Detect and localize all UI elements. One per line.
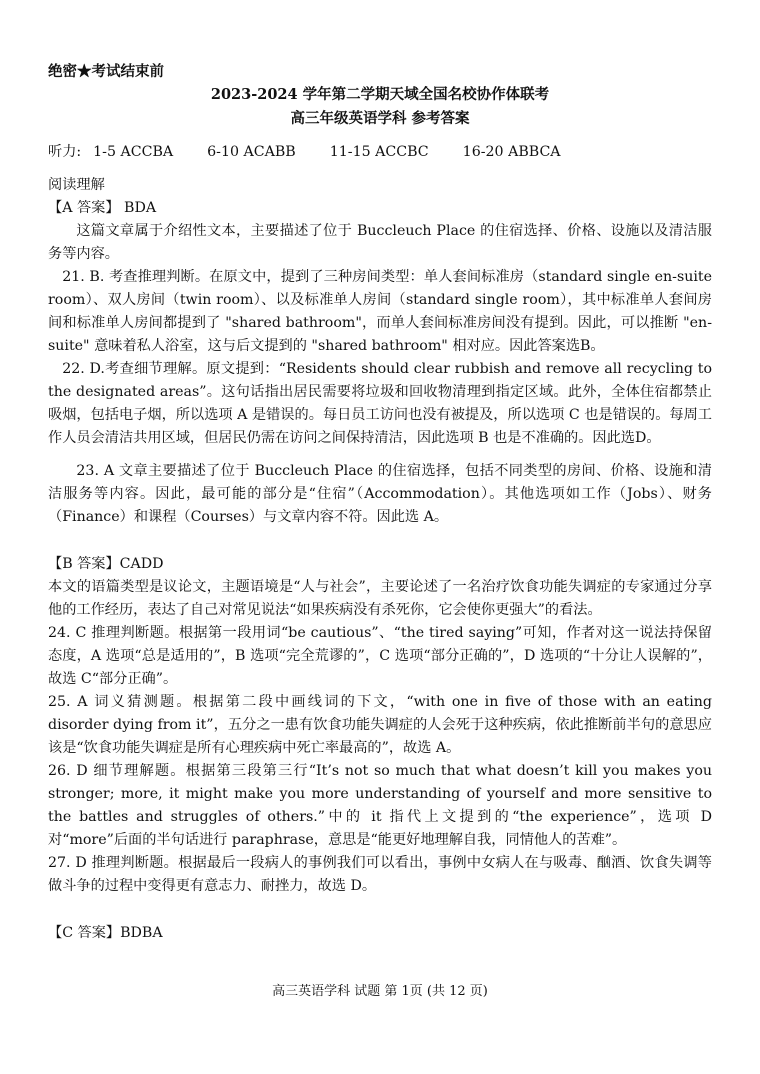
section-a-answer: 【A 答案】 BDA (48, 200, 157, 216)
section-a-summary: 这篇文章属于介绍性文本，主要描述了位于 Buccleuch Place 的住宿选择、价格、设施以及清洁服务等内容。 (48, 223, 712, 262)
confidential-label: 绝密★考试结束前 (48, 63, 164, 80)
listening-label: 听力: (48, 144, 82, 160)
question-27-explanation: 27. D 推理判断题。根据最后一段病人的事例我们可以看出，事例中女病人在与吸毒、酗酒、饮食失调等做斗争的过程中变得更有意志力、耐挫力，故选 D。 (48, 855, 712, 894)
listening-group-2: 6-10 ACABB (207, 144, 296, 160)
section-b-answer: 【B 答案】CADD (48, 556, 164, 572)
reading-label: 阅读理解 (48, 177, 105, 193)
question-21-explanation: 21. B. 考查推理判断。在原文中，提到了三种房间类型：单人套间标准房（standard single en-suite room）、双人房间（twin room）、以及标准单人房间（standard single room），其中标准单人套间房间和标准单人房间都提到了 "shared bathroom"，而单人套间标准房间没有提到。因此，可以推断 "en-suite" 意味着私人浴室，这与后文提到的 "shared bathroom" 相对应。因此答案选B。 (48, 269, 712, 354)
question-22-explanation: 22. D.考查细节理解。原文提到：“Residents should clear rubbish and remove all recycling to the designated areas”。这句话指出居民需要将垃圾和回收物清理到指定区域。此外，全体住宿都禁止吸烟，包括电子烟，所以选项 A 是错误的。每日员工访问也没有被提及，所以选项 C 也是错误的。每周工作人员会清洁共用区域，但居民仍需在访问之间保持清洁，因此选项 B 也是不准确的。因此选D。 (48, 361, 712, 446)
question-23-explanation: 23. A 文章主要描述了位于 Buccleuch Place 的住宿选择，包括不同类型的房间、价格、设施和清洁服务等内容。因此，最可能的部分是“住宿”（Accommodation）。其他选项如工作（Jobs）、财务（Finance）和课程（Courses）与文章内容不符。因此选 A。 (48, 463, 712, 525)
listening-group-4: 16-20 ABBCA (462, 144, 561, 160)
listening-group-1: 1-5 ACCBA (93, 144, 174, 160)
listening-answers (48, 141, 712, 164)
question-24-explanation: 24. C 推理判断题。根据第一段用词“be cautious”、“the tired saying”可知，作者对这一说法持保留态度，A 选项“总是适用的”，B 选项“完全荒谬的”，C 选项“部分正确的”，D 选项的“十分让人误解的”，故选 C“部分正确”。 (48, 625, 712, 687)
question-25-explanation: 25. A 词义猜测题。根据第二段中画线词的下文，“with one in five of those with an eating disorder dying from it”，五分之一患有饮食功能失调症的人会死于这种疾病，依此推断前半句的意思应该是“饮食功能失调症是所有心理疾病中死亡率最高的”，故选 A。 (48, 694, 712, 756)
answer-title: 高三年级英语学科 参考答案 (290, 110, 470, 127)
listening-group-3: 11-15 ACCBC (329, 144, 429, 160)
section-c-answer: 【C 答案】BDBA (48, 925, 163, 941)
exam-title: 2023-2024 学年第二学期天域全国名校协作体联考 (210, 86, 550, 103)
section-b-summary: 本文的语篇类型是议论文，主题语境是“人与社会”，主要论述了一名治疗饮食功能失调症的专家通过分享他的工作经历，表达了自己对常见说法“如果疾病没有杀死你，它会使你更强大”的看法。 (48, 579, 712, 618)
question-26-explanation: 26. D 细节理解题。根据第三段第三行“It’s not so much that what doesn’t kill you makes you stronger; more, it might make you more understanding of yourself and more sensitive to the battles and struggles of others.”中的 it 指代上文提到的“the experience”，选项 D 对“more”后面的半句话进行 paraphrase，意思是“能更好地理解自我，同情他人的苦难”。 (48, 763, 712, 848)
page-footer: 高三英语学科 试题 第 1页 (共 12 页) (272, 984, 488, 999)
